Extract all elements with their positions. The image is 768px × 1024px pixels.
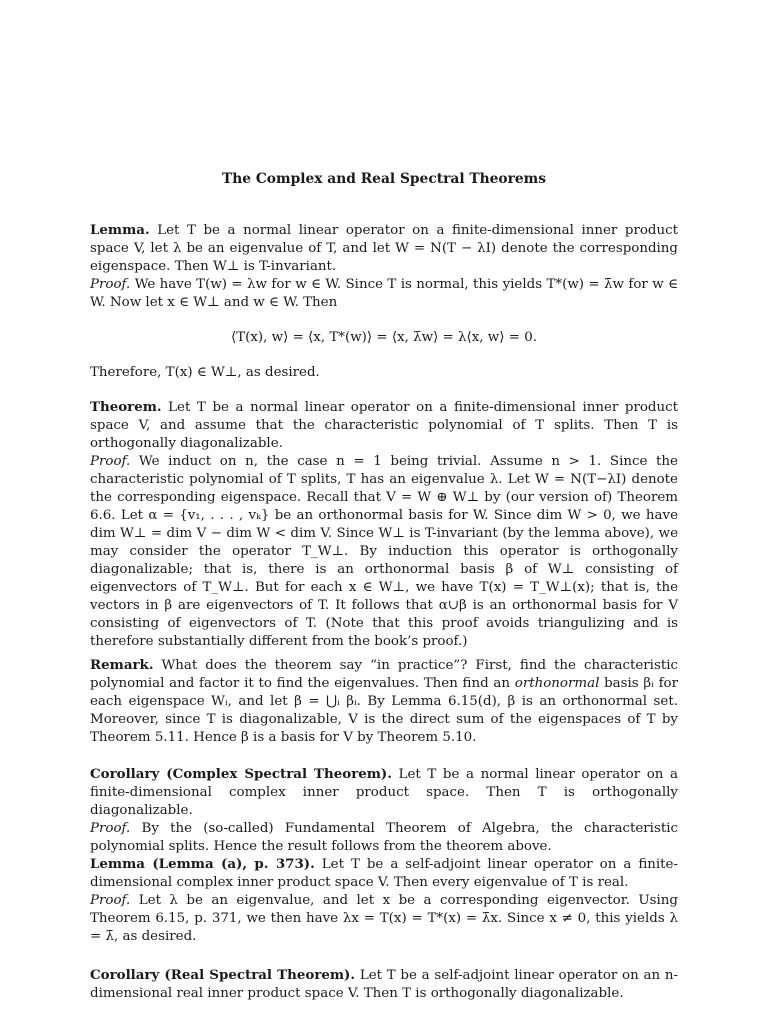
lemma-2-text: Let T be a self-adjoint linear operator on a finite-dimensional complex inner product space V. Then every eigenvalue of T is real. xyxy=(90,857,678,890)
theorem xyxy=(90,398,678,651)
corollary-complex-statement xyxy=(90,765,678,820)
remark-emphasis: orthonormal xyxy=(514,676,600,691)
corollary-complex-proof xyxy=(90,820,678,856)
lemma-2-proof xyxy=(90,892,678,946)
corollary-real xyxy=(90,966,678,1003)
lemma-1-proof-label: Proof. xyxy=(90,277,131,292)
corollary-real-text: Let T be a self-adjoint linear operator on an n-dimensional real inner product space V. Then T is orthogonally diagonalizable. xyxy=(90,968,678,1001)
lemma-1-proof-text: We have T(w) = λw for w ∈ W. Since T is normal, this yields T*(w) = λ̄w for w ∈ W. Now let x ∈ W⊥ and w ∈ W. Then xyxy=(90,277,678,310)
corollary-complex xyxy=(90,765,678,856)
corollary-complex-text: Let T be a normal linear operator on a finite-dimensional complex inner product space. Then T is orthogonally diagonalizable. xyxy=(90,767,678,818)
remark-head: Remark. xyxy=(90,657,154,673)
lemma-2-statement xyxy=(90,855,678,892)
lemma-1-text: Let T be a normal linear operator on a finite-dimensional inner product space V, let λ be an eigenvalue of T, and let W = N(T − λI) denote the corresponding eigenspace. Then W⊥ is T-invariant. xyxy=(90,223,678,274)
remark-paragraph xyxy=(90,656,678,747)
remark xyxy=(90,656,678,747)
corollary-real-statement xyxy=(90,966,678,1003)
theorem-proof-label: Proof. xyxy=(90,454,131,469)
theorem-proof xyxy=(90,453,678,651)
lemma-1 xyxy=(90,221,678,312)
remark-text-1: What does the theorem say “in practice”? First, find the characteristic polynomial and factor it to find the eigenvalues. Then find an xyxy=(90,658,678,691)
theorem-statement xyxy=(90,398,678,453)
corollary-complex-proof-text: By the (so-called) Fundamental Theorem of Algebra, the characteristic polynomial splits. Hence the result follows from the theorem above. xyxy=(90,821,678,854)
corollary-complex-proof-label: Proof. xyxy=(90,821,131,836)
lemma-2 xyxy=(90,855,678,946)
theorem-text: Let T be a normal linear operator on a finite-dimensional inner product space V, and assume that the characteristic polynomial of T splits. Then T is orthogonally diagonalizable. xyxy=(90,400,679,451)
lemma-1-statement xyxy=(90,221,678,276)
lemma-1-proof xyxy=(90,276,678,312)
corollary-real-head: Corollary (Real Spectral Theorem). xyxy=(90,967,356,983)
lemma-2-proof-label: Proof. xyxy=(90,893,131,908)
page-title: The Complex and Real Spectral Theorems xyxy=(221,171,547,187)
corollary-complex-head: Corollary (Complex Spectral Theorem). xyxy=(90,766,392,782)
lemma-1-conclusion: Therefore, T(x) ∈ W⊥, as desired. xyxy=(90,365,320,380)
theorem-proof-text: We induct on n, the case n = 1 being trivial. Assume n > 1. Since the characteristic polynomial of T splits, T has an eigenvalue λ. Let W = N(T−λI) denote the corresponding eigenspace. Recall that V = W ⊕ W⊥ by (our version of) Theorem 6.6. Let α = {v₁, . . . , vₖ} be an orthonormal basis for W. Since dim W > 0, we have dim W⊥ = dim V − dim W < dim V. Since W⊥ is T-invariant (by the lemma above), we may consider the operator T_W⊥. By induction this operator is orthogonally diagonalizable; that is, there is an orthonormal basis β of W⊥ consisting of eigenvectors of T_W⊥. But for each x ∈ W⊥, we have T(x) = T_W⊥(x); that is, the vectors in β are eigenvectors of T. It follows that α∪β is an orthonormal basis for V consisting of eigenvectors of T. (Note that this proof avoids triangulizing and is therefore substantially different from the book’s proof.) xyxy=(90,454,678,649)
lemma-2-head: Lemma (Lemma (a), p. 373). xyxy=(90,856,315,872)
lemma-1-display-equation: ⟨T(x), w⟩ = ⟨x, T*(w)⟩ = ⟨x, λ̄w⟩ = λ⟨x, w⟩ = 0. xyxy=(230,330,538,345)
remark-text-2: basis βᵢ for each eigenspace Wᵢ, and let β = ⋃ᵢ βᵢ. By Lemma 6.15(d), β is an orthonormal set. Moreover, since T is diagonalizable, V is the direct sum of the eigenspaces of T by Theorem 5.11. Hence β is a basis for V by Theorem 5.10. xyxy=(90,676,678,745)
theorem-head: Theorem. xyxy=(90,399,162,415)
lemma-1-head: Lemma. xyxy=(90,222,150,238)
lemma-2-proof-text: Let λ be an eigenvalue, and let x be a corresponding eigenvector. Using Theorem 6.15, p. 371, we then have λx = T(x) = T*(x) = λ̄x. Since x ≠ 0, this yields λ = λ̄, as desired. xyxy=(90,893,678,944)
